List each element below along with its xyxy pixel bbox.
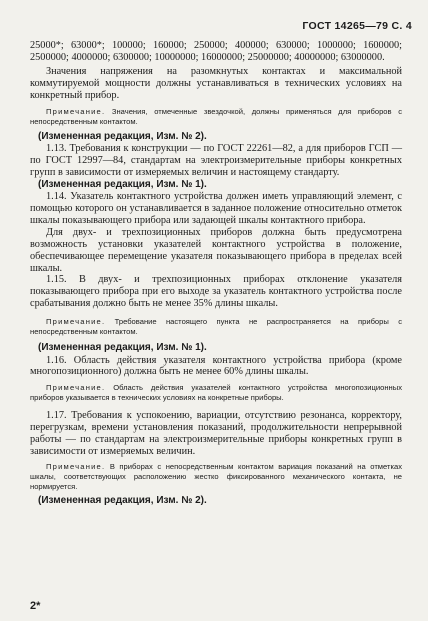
page-header: ГОСТ 14265—79 С. 4 xyxy=(302,20,412,32)
paragraph-voltage: Значения напряжения на разомкнутых контактах и максимальной коммутируемой мощности должны устанавливаться в технических условиях на конкретный прибор. xyxy=(30,65,402,101)
note-clause-1-16 xyxy=(30,383,402,403)
note-clause-1-17 xyxy=(30,462,402,492)
revision-note: (Измененная редакция, Изм. № 1). xyxy=(38,178,207,190)
page-footer-mark: 2* xyxy=(30,600,41,612)
value-series: 25000*; 63000*; 100000; 160000; 250000; 400000; 630000; 1000000; 1600000; 2500000; 4000000; 6300000; 10000000; 16000000; 25000000; 40000000; 63000000. xyxy=(30,40,402,63)
revision-note: (Измененная редакция, Изм. № 2). xyxy=(38,494,207,506)
clause-1-13: 1.13. Требования к конструкции — по ГОСТ 22261—82, а для приборов ГСП — по ГОСТ 12997—84, стандартам на электроизмерительные приборы конкретных групп в зависимости от измеряемых величин и настоящему стандарту. xyxy=(30,142,402,178)
clause-1-15: 1.15. В двух- и трехпозиционных приборах отклонение указателя показывающего прибора при его выходе за указатель контактного устройства после срабатывания должно быть не менее 35% длины шкалы. xyxy=(30,274,402,310)
page-content xyxy=(30,40,402,507)
note-text: Значения, отмеченные звездочкой, должны применяться для приборов с непосредственным контактом. xyxy=(30,106,402,126)
clause-1-17: 1.17. Требования к успокоению, вариации, отсутствию резонанса, корректору, перегрузкам, времени установления показаний, продолжительности непрерывной работы — по стандартам на электроизмерительные приборы конкретных групп в зависимости от измеряемых величин. xyxy=(30,410,402,458)
note-text: Область действия указателей контактного устройства многопозиционных приборов указывается в технических условиях на конкретные приборы. xyxy=(30,383,402,403)
note-text: Требование настоящего пункта не распространяется на приборы с непосредственным контактом. xyxy=(30,317,402,337)
note-text: В приборах с непосредственным контактом вариация показаний на отметках шкалы, соответствующих расположению жестко фиксированного механического контакта, не нормируется. xyxy=(30,461,402,491)
note-label: Примечание. xyxy=(46,317,106,327)
note-label: Примечание. xyxy=(46,461,106,471)
revision-note: (Измененная редакция, Изм. № 1). xyxy=(38,342,207,354)
clause-1-16: 1.16. Область действия указателя контактного устройства прибора (кроме многопозиционного) должна быть не менее 60% длины шкалы. xyxy=(30,354,402,378)
note-label: Примечание. xyxy=(46,383,106,393)
revision-note: (Измененная редакция, Изм. № 2). xyxy=(38,130,207,142)
note-clause-1-15 xyxy=(30,317,402,337)
note-asterisk xyxy=(30,107,402,127)
clause-1-14-continued: Для двух- и трехпозиционных приборов должна быть предусмотрена возможность установки указателей контактного устройства в положение, обеспечивающее перемещение указателя показывающего прибора в пределах всей шкалы. xyxy=(30,226,402,274)
note-label: Примечание. xyxy=(46,106,106,116)
clause-1-14: 1.14. Указатель контактного устройства должен иметь управляющий элемент, с помощью которого он устанавливается в заданное положение относительно отметок шкалы показывающего прибора или задающей шкалы контактного прибора. xyxy=(30,191,402,226)
